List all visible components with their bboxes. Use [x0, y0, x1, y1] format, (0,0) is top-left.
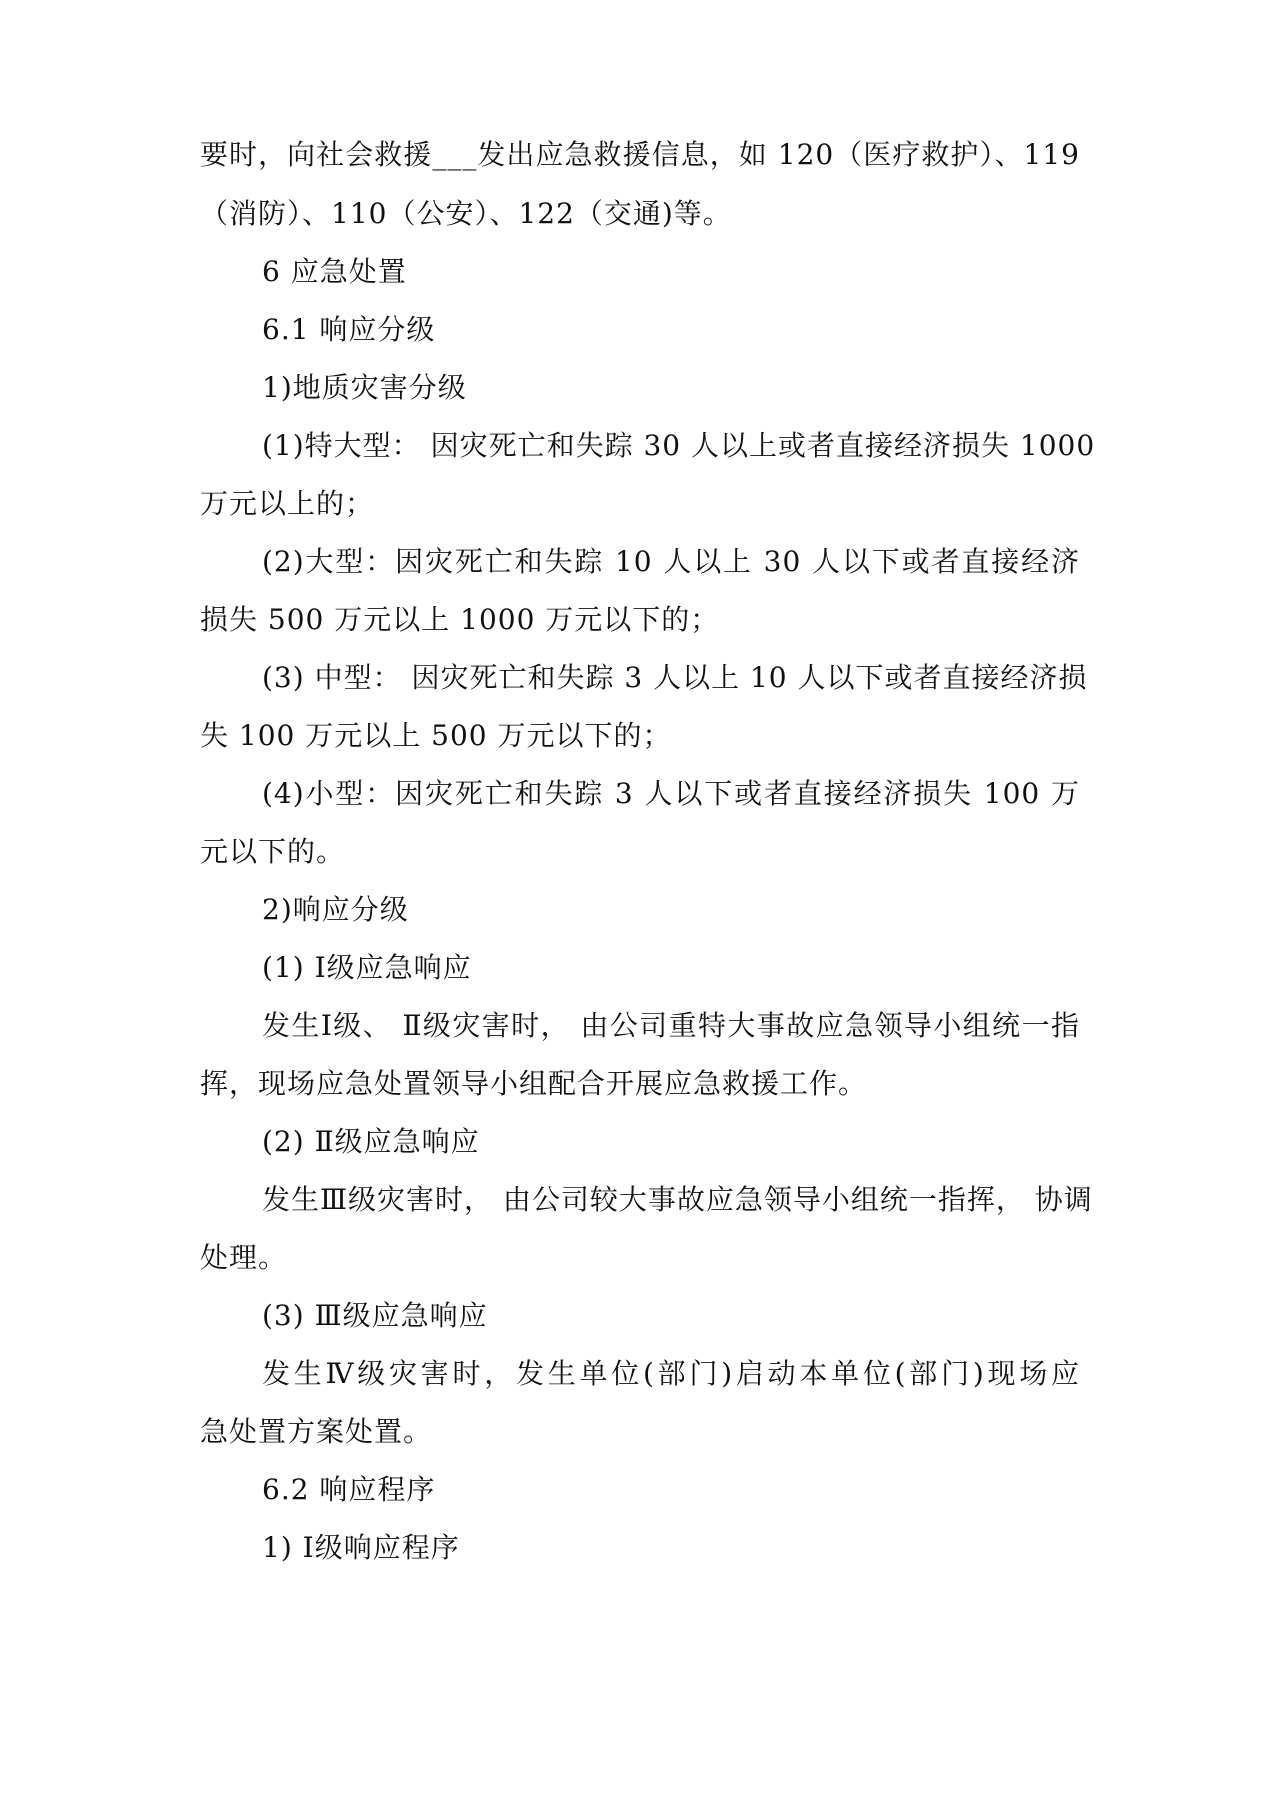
text-line: 元以下的。: [200, 835, 346, 868]
text-line: (3) 中型： 因灾死亡和失踪 3 人以上 10 人以下或者直接经济损: [262, 661, 1088, 694]
list-heading: (1) Ⅰ级应急响应: [262, 951, 472, 984]
text-line: 失 100 万元以上 500 万元以下的；: [200, 719, 672, 752]
text-line: 发生Ⅰ级、 Ⅱ级灾害时， 由公司重特大事故应急领导小组统一指: [262, 1009, 1080, 1042]
subsection-heading: 6.1 响应分级: [262, 313, 436, 346]
list-heading: 2)响应分级: [262, 893, 409, 926]
text-line: (2)大型：因灾死亡和失踪 10 人以上 30 人以下或者直接经济: [262, 545, 1080, 578]
section-heading: 6 应急处置: [262, 255, 407, 288]
text-line: (4)小型：因灾死亡和失踪 3 人以下或者直接经济损失 100 万: [262, 777, 1080, 810]
text-line: 损失 500 万元以上 1000 万元以下的；: [200, 603, 720, 636]
text-line: （消防）、110（公安）、122（交通)等。: [200, 197, 732, 230]
text-line: 万元以上的；: [200, 487, 375, 520]
list-heading: 1)地质灾害分级: [262, 371, 467, 404]
subsection-heading: 6.2 响应程序: [262, 1473, 436, 1506]
list-heading: 1) Ⅰ级响应程序: [262, 1531, 460, 1564]
text-line: (1)特大型： 因灾死亡和失踪 30 人以上或者直接经济损失 1000: [262, 429, 1096, 462]
text-line: 急处置方案处置。: [200, 1415, 433, 1448]
text-line: 挥，现场应急处置领导小组配合开展应急救援工作。: [200, 1067, 868, 1100]
text-line: 要时，向社会救援___发出应急救援信息，如 120（医疗救护）、119: [200, 138, 1080, 171]
text-line: 处理。: [200, 1241, 288, 1274]
list-heading: (2) Ⅱ级应急响应: [262, 1125, 480, 1158]
list-heading: (3) Ⅲ级应急响应: [262, 1299, 488, 1332]
text-line: 发生Ⅳ级灾害时，发生单位(部门)启动本单位(部门)现场应: [262, 1357, 1080, 1390]
text-line: 发生Ⅲ级灾害时， 由公司较大事故应急领导小组统一指挥， 协调: [262, 1183, 1093, 1216]
